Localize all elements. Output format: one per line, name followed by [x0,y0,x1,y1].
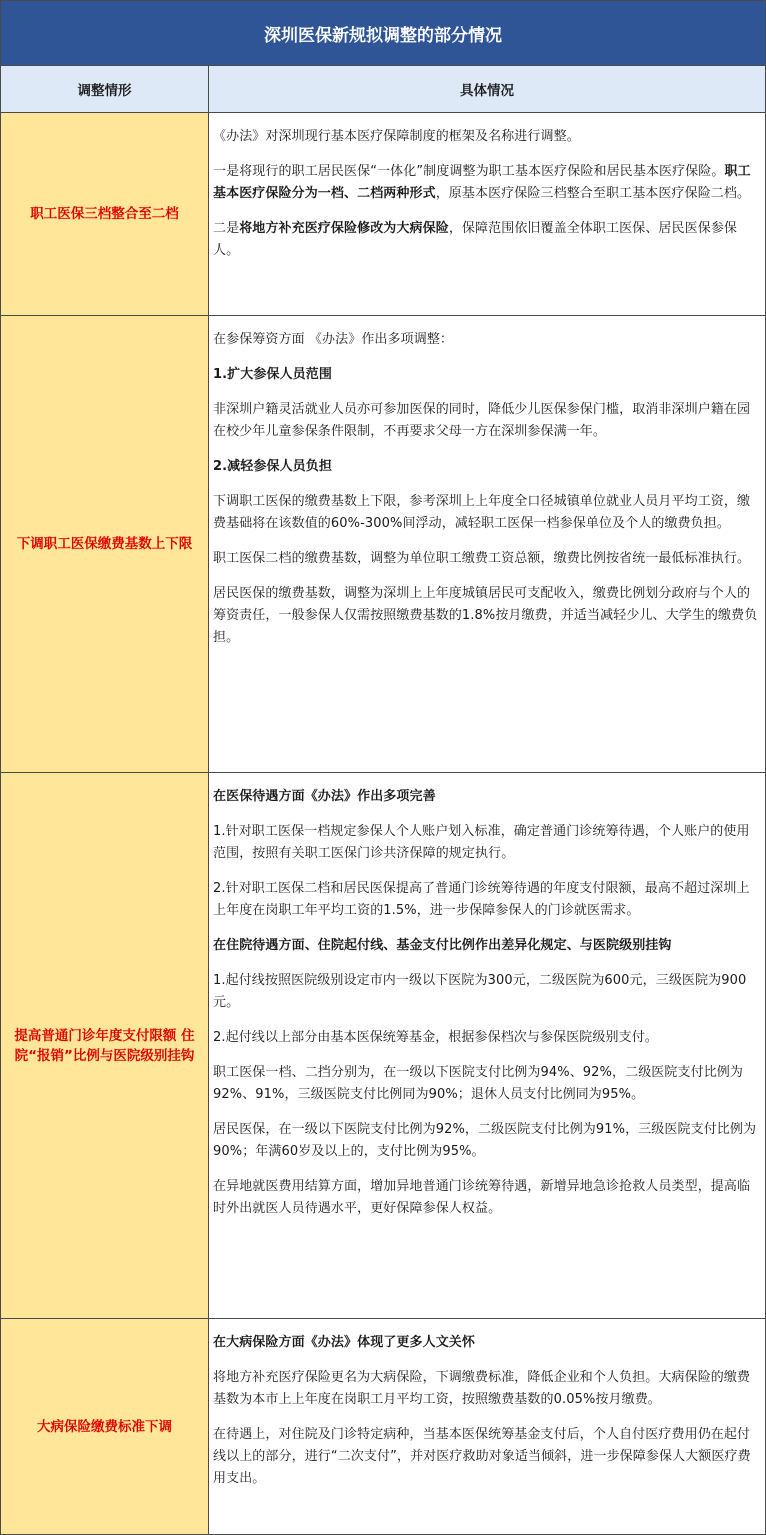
row-label: 大病保险缴费标准下调 [1,1319,209,1534]
row-details [209,1319,765,1534]
header-details: 具体情况 [460,83,514,99]
detail-paragraph: 在待遇上，对住院及门诊特定病种，当基本医保统筹基金支付后，个人自付医疗费用仍在起付线以上的部分，进行“二次支付”，并对医疗救助对象适当倾斜，进一步保障参保人大额医疗费用支出。 [213,1427,751,1486]
detail-paragraph: 将地方补充医疗保险更名为大病保险，下调缴费标准，降低企业和个人负担。大病保险的缴费基数为本市上上年度在岗职工月平均工资，按照缴费基数的0.05%按月缴费。 [213,1370,751,1407]
detail-subheading: 在大病保险方面《办法》体现了更多人文关怀 [213,1335,476,1350]
detail-paragraph: 下调职工医保的缴费基数上下限，参考深圳上上年度全口径城镇单位就业人员月平均工资，缴费基础将在该数值的60%-300%间浮动，减轻职工医保一档参保单位及个人的缴费负担。 [213,494,751,531]
row-label: 职工医保三档整合至二档 [1,113,209,315]
header-adjustment-type: 调整情形 [1,66,209,112]
table-header [1,66,765,113]
detail-paragraph: 2.针对职工医保二档和居民医保提高了普通门诊统筹待遇的年度支付限额，最高不超过深圳上上年度在岗职工年平均工资的1.5%，进一步保障参保人的门诊就医需求。 [213,881,750,918]
table-row [1,113,765,316]
detail-subheading: 在医保待遇方面《办法》作出多项完善 [213,789,436,804]
detail-paragraph: 在异地就医费用结算方面，增加异地普通门诊统筹待遇，新增异地急诊抢救人员类型，提高临时外出就医人员待遇水平，更好保障参保人权益。 [213,1179,751,1216]
detail-paragraph: 二是将地方补充医疗保险修改为大病保险，保障范围依旧覆盖全体职工医保、居民医保参保人。 [213,221,738,258]
detail-paragraph: 1.起付线按照医院级别设定市内一级以下医院为300元，二级医院为600元，三级医院为900元。 [213,973,747,1010]
table-row [1,1319,765,1534]
detail-paragraph: 居民医保的缴费基数，调整为深圳上上年度城镇居民可支配收入，缴费比例划分政府与个人的筹资责任，一般参保人仅需按照缴费基数的1.8%按月缴费，并适当减轻少儿、大学生的缴费负担。 [213,586,758,645]
detail-paragraph: 1.针对职工医保一档规定参保人个人账户划入标准，确定普通门诊统筹待遇，个人账户的使用范围，按照有关职工医保门诊共济保障的规定执行。 [213,824,750,861]
detail-paragraph: 职工医保一档、二挡分别为，在一级以下医院支付比例为94%、92%，二级医院支付比例为92%、91%，三级医院支付比例同为90%；退休人员支付比例同为95%。 [213,1065,743,1102]
detail-paragraph: 在参保筹资方面 《办法》作出多项调整： [213,332,454,347]
detail-subheading: 1.扩大参保人员范围 [213,367,332,382]
row-details [209,113,765,315]
table-title: 深圳医保新规拟调整的部分情况 [1,1,765,66]
detail-paragraph: 一是将现行的职工居民医保“一体化”制度调整为职工基本医疗保险和居民基本医疗保险。职工基本医疗保险分为一档、二档两种形式，原基本医疗保险三档整合至职工基本医疗保险二档。 [213,164,751,201]
table-row [1,316,765,773]
detail-paragraph: 《办法》对深圳现行基本医疗保障制度的框架及名称进行调整。 [213,129,580,144]
detail-paragraph: 非深圳户籍灵活就业人员亦可参加医保的同时，降低少儿医保参保门槛，取消非深圳户籍在园在校少年儿童参保条件限制，不再要求父母一方在深圳参保满一年。 [213,402,751,439]
row-details [209,316,765,772]
detail-paragraph: 职工医保二档的缴费基数，调整为单位职工缴费工资总额，缴费比例按省统一最低标准执行。 [213,551,751,566]
table-row [1,773,765,1319]
row-label: 提高普通门诊年度支付限额 住院“报销”比例与医院级别挂钩 [1,773,209,1318]
row-label: 下调职工医保缴费基数上下限 [1,316,209,772]
detail-subheading: 2.减轻参保人员负担 [213,459,332,474]
detail-paragraph: 居民医保，在一级以下医院支付比例为92%，二级医院支付比例为91%，三级医院支付比例为90%；年满60岁及以上的，支付比例为95%。 [213,1122,757,1159]
detail-paragraph: 2.起付线以上部分由基本医保统筹基金，根据参保档次与参保医院级别支付。 [213,1030,658,1045]
detail-subheading: 在住院待遇方面、住院起付线、基金支付比例作出差异化规定、与医院级别挂钩 [213,938,672,953]
row-details [209,773,765,1318]
